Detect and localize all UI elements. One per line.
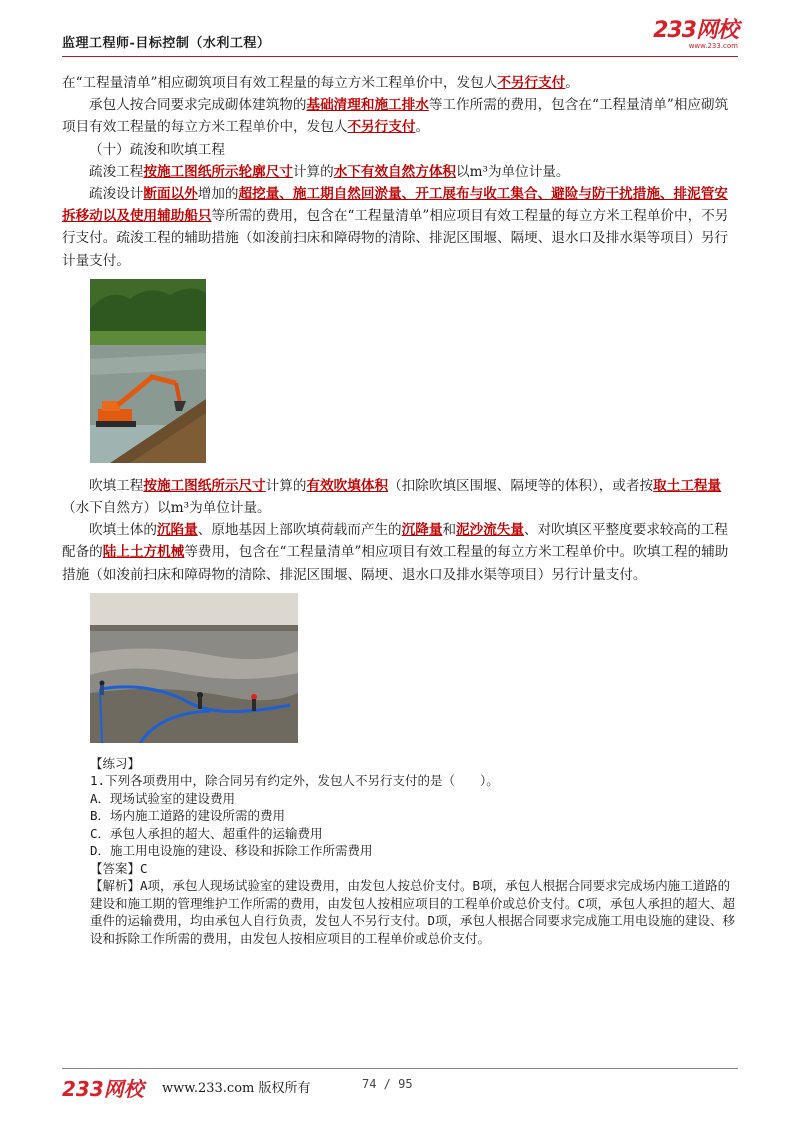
logo-url: www.233.com (688, 42, 738, 50)
answer-line: 【答案】C (90, 860, 148, 876)
highlight: 基础清理和施工排水 (306, 97, 429, 114)
paragraph-6: 吹填工程按施工图纸所示尺寸计算的有效吹填体积（扣除吹填区围堰、隔埂等的体积），或者按取土工程量（水下自然方）以m³为单位计量。 (62, 477, 722, 517)
answer-value: C (140, 860, 148, 876)
option-d: D．施工用电设施的建设、移设和拆除工作所需费用 (90, 843, 373, 859)
land-reclamation-illustration (90, 593, 298, 743)
highlight: 沉陷量 (156, 522, 198, 539)
footer-rule (62, 1068, 738, 1069)
page-number: 74 / 95 (362, 1077, 413, 1091)
exercise-heading: 【练习】 (90, 755, 141, 771)
paragraph-1: 在“工程量清单”相应砌筑项目有效工程量的每立方米工程单价中，发包人不另行支付。 (62, 75, 579, 91)
header-rule (62, 56, 738, 57)
highlight: 超挖量、施工期自然回淤量、开工展布与收工集合、避险与防干扰措施、排泥管安拆移动以及使用辅助船只 (62, 186, 728, 225)
reclamation-photo (90, 593, 738, 743)
highlight: 陆上土方机械 (102, 544, 185, 561)
highlight: 水下有效自然方体积 (333, 163, 457, 180)
option-a: A．现场试验室的建设费用 (90, 790, 236, 806)
highlight: 不另行支付 (497, 75, 566, 91)
highlight: 泥沙流失量 (456, 522, 524, 539)
dredging-photo (90, 279, 738, 463)
paragraph-2: 承包人按合同要求完成砌体建筑物的基础清理和施工排水等工作所需的费用，包含在“工程量清单”相应砌筑项目有效工程量的每立方米工程单价中，发包人不另行支付。 (62, 97, 729, 136)
highlight: 按施工图纸所示尺寸 (143, 477, 266, 494)
exercise-block (90, 755, 738, 948)
highlight: 按施工图纸所示轮廓尺寸 (143, 163, 293, 180)
explanation: 【解析】A项，承包人现场试验室的建设费用，由发包人按总价支付。B项，承包人根据合同要求完成场内施工道路的建设和施工期的管理维护工作所需的费用，由发包人按相应项目的工程单价或总价支付。C项，承包人承担的超大、超重件的运输费用，均由承包人自行负责，发包人不另行支付。D项，承包人根据合同要求完成施工用电设施的建设、移设和拆除工作所需的费用，由发包人按相应项目的工程单价或总价支付。 (90, 878, 736, 946)
footer-copyright: www.233.com 版权所有 (162, 1081, 311, 1096)
question-text: 1.下列各项费用中，除合同另有约定外，发包人不另行支付的是（ ）。 (90, 773, 499, 789)
paragraph-5: 疏浚设计断面以外增加的超挖量、施工期自然回淤量、开工展布与收工集合、避险与防干扰措施、排泥管安拆移动以及使用辅助船只等所需的费用，包含在“工程量清单”相应项目有效工程量的每立方米工程单价中，不另行支付。疏浚工程的辅助措施（如浚前扫床和障碍物的清除、排泥区围堰、隔埂、退水口及排水渠等项目）另行计量支付。 (62, 186, 729, 269)
paragraph-7: 吹填土体的沉陷量、原地基因上部吹填荷载而产生的沉降量和泥沙流失量、对吹填区平整度要求较高的工程配备的陆上土方机械等费用，包含在“工程量清单”相应项目有效工程量的每立方米工程单价中。吹填工程的辅助措施（如浚前扫床和障碍物的清除、排泥区围堰、隔埂、退水口及排水渠等项目）另行计量支付。 (62, 522, 729, 583)
brand-logo (653, 20, 738, 51)
excavator-illustration (90, 279, 206, 463)
highlight: 有效吹填体积 (306, 477, 389, 494)
page-content (62, 72, 738, 947)
logo-text: 233网校 (653, 18, 738, 43)
page-footer (62, 1073, 738, 1099)
highlight: 沉降量 (401, 522, 443, 539)
highlight: 取土工程量 (653, 477, 722, 494)
option-c: C．承包人承担的超大、超重件的运输费用 (90, 825, 323, 841)
highlight: 不另行支付 (347, 119, 416, 136)
explanation-text: A项，承包人现场试验室的建设费用，由发包人按总价支付。B项，承包人根据合同要求完成场内施工道路的建设和施工期的管理维护工作所需的费用，由发包人按相应项目的工程单价或总价支付。C项，承包人承担的超大、超重件的运输费用，均由承包人自行负责，发包人不另行支付。D项，承包人根据合同要求完成施工用电设施的建设、移设和拆除工作所需的费用，由发包人按相应项目的工程单价或总价支付。 (90, 878, 736, 946)
doc-title: 监理工程师-目标控制（水利工程） (62, 36, 271, 51)
option-b: B．场内施工道路的建设所需的费用 (90, 808, 286, 824)
section-heading: （十）疏浚和吹填工程 (89, 141, 225, 158)
footer-logo: 233网校 (62, 1077, 144, 1101)
highlight: 断面以外 (143, 186, 198, 203)
paragraph-4: 疏浚工程按施工图纸所示轮廓尺寸计算的水下有效自然方体积以m³为单位计量。 (89, 163, 570, 180)
page-header (62, 18, 738, 56)
